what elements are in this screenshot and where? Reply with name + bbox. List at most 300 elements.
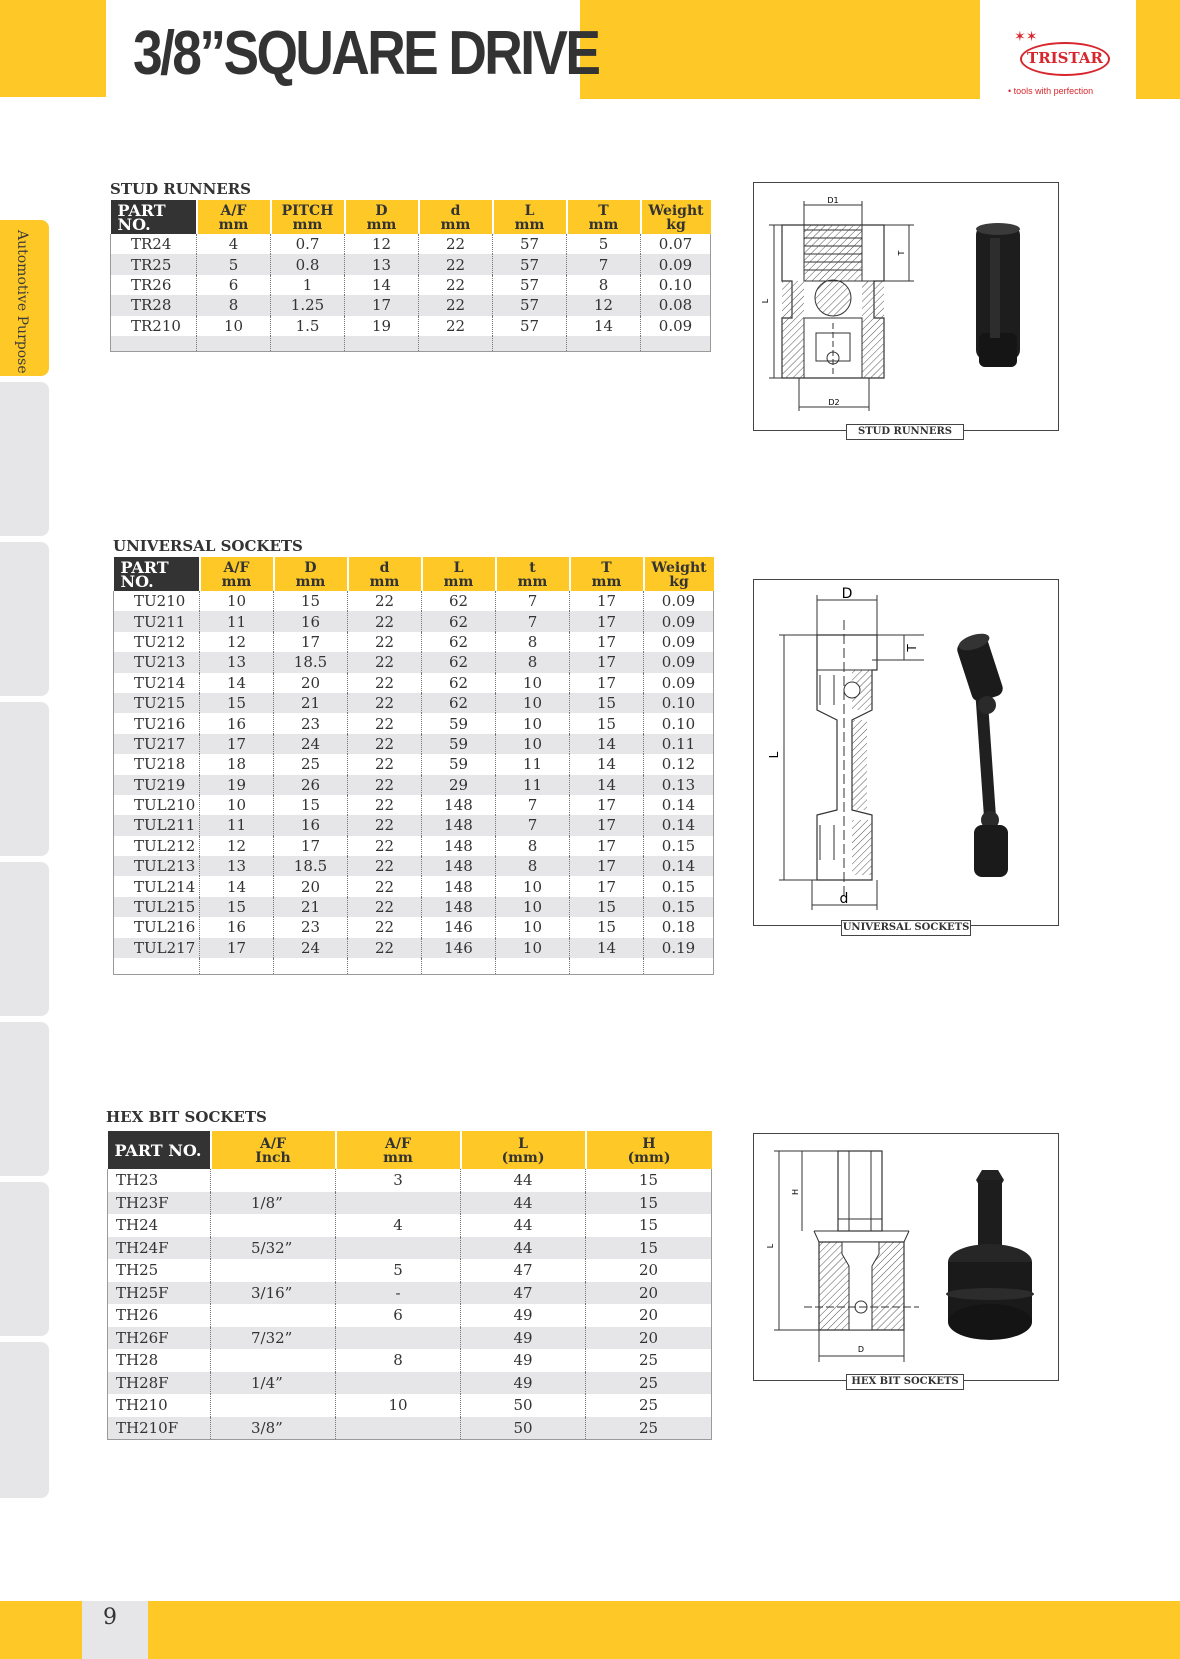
table-cell: 8 bbox=[336, 1349, 461, 1372]
table-cell: 25 bbox=[586, 1372, 712, 1395]
table-cell: 0.10 bbox=[644, 693, 714, 713]
table-row bbox=[114, 693, 714, 713]
part-number-cell: TR24 bbox=[131, 235, 172, 254]
table-cell: 49 bbox=[461, 1349, 586, 1372]
table-cell: 17 bbox=[570, 876, 644, 896]
header-cell bbox=[419, 200, 493, 234]
table-row bbox=[114, 611, 714, 631]
table-row bbox=[108, 1417, 712, 1440]
header-cell-bottom: mm bbox=[292, 216, 323, 233]
table-cell: 8 bbox=[496, 856, 570, 876]
table-cell: 15 bbox=[586, 1237, 712, 1260]
header-cell bbox=[271, 200, 345, 234]
header-cell bbox=[336, 1131, 461, 1169]
table-cell: 57 bbox=[493, 254, 567, 274]
table-row bbox=[108, 1214, 712, 1237]
table-cell bbox=[336, 1192, 461, 1215]
dim-d-label: D bbox=[857, 1345, 865, 1354]
table-row bbox=[114, 856, 714, 876]
table-cell: 8 bbox=[496, 632, 570, 652]
table-cell: 22 bbox=[348, 815, 422, 835]
table-cell: 14 bbox=[567, 316, 641, 336]
part-number-cell: TUL217 bbox=[114, 938, 200, 958]
part-number-cell: TR28 bbox=[111, 295, 197, 315]
table-row bbox=[108, 1349, 712, 1372]
part-number-cell: TUL216 bbox=[134, 918, 196, 937]
stud-runners-diagram bbox=[753, 182, 1059, 437]
header-cell bbox=[496, 557, 570, 591]
table-cell: 15 bbox=[586, 1169, 712, 1192]
header-cell-bottom: (mm) bbox=[627, 1149, 671, 1166]
table-cell: 15 bbox=[570, 917, 644, 937]
table-cell: 10 bbox=[496, 713, 570, 733]
dim-d2-label: D2 bbox=[828, 398, 840, 407]
header-cell-top: L bbox=[453, 559, 464, 576]
table-cell: 44 bbox=[461, 1169, 586, 1192]
table-cell: 22 bbox=[348, 856, 422, 876]
part-number-cell: TH25F bbox=[108, 1282, 211, 1305]
table-cell: 0.12 bbox=[644, 754, 714, 774]
table-cell: 5/32” bbox=[211, 1237, 336, 1260]
table-cell: 17 bbox=[570, 815, 644, 835]
table-row bbox=[114, 652, 714, 672]
header-cell-top: A/F bbox=[223, 559, 250, 576]
stud-runners-table bbox=[110, 200, 711, 352]
table-cell: 0.10 bbox=[641, 275, 711, 295]
header-cell bbox=[108, 1131, 211, 1169]
table-cell: 57 bbox=[493, 316, 567, 336]
table-cell bbox=[211, 1259, 336, 1282]
table-cell: 11 bbox=[496, 775, 570, 795]
table-cell: 21 bbox=[274, 693, 348, 713]
header-cell bbox=[567, 200, 641, 234]
part-number-cell: TUL214 bbox=[134, 877, 196, 896]
table-cell: 0.7 bbox=[271, 234, 345, 254]
stud-runner-photo bbox=[976, 223, 1020, 367]
header-cell-bottom: mm bbox=[383, 1149, 413, 1166]
table-cell: 22 bbox=[348, 673, 422, 693]
table-cell: 22 bbox=[348, 734, 422, 754]
header-cell-top: A/F bbox=[260, 1135, 286, 1152]
table-cell: 17 bbox=[570, 856, 644, 876]
part-number-cell: TR26 bbox=[131, 275, 172, 294]
header-cell-bottom: mm bbox=[591, 573, 622, 590]
dim-l-label: L bbox=[767, 751, 781, 759]
brand-logo bbox=[1008, 30, 1118, 100]
table-cell: 22 bbox=[348, 775, 422, 795]
part-number-cell: TH23 bbox=[116, 1171, 159, 1190]
page-number: 9 bbox=[103, 1605, 117, 1630]
header-cell bbox=[200, 557, 274, 591]
table-row bbox=[111, 295, 711, 315]
stud-runners-title: STUD RUNNERS bbox=[110, 180, 252, 198]
dim-h-label: H bbox=[791, 1188, 800, 1196]
table-cell: 3 bbox=[336, 1169, 461, 1192]
logo-tagline: • tools with perfection bbox=[1008, 86, 1094, 96]
table-cell: 24 bbox=[274, 938, 348, 958]
header-cell-top: T bbox=[601, 559, 612, 576]
header-band-middle bbox=[580, 0, 980, 99]
table-cell: 25 bbox=[586, 1417, 712, 1440]
sidebar-tab-8[interactable] bbox=[0, 1342, 49, 1498]
table-row bbox=[111, 234, 711, 254]
table-cell: 0.14 bbox=[644, 856, 714, 876]
table-cell: 15 bbox=[274, 795, 348, 815]
universal-sockets-title: UNIVERSAL SOCKETS bbox=[113, 537, 303, 555]
part-number-cell: TUL211 bbox=[114, 815, 200, 835]
header-cell bbox=[211, 1131, 336, 1169]
table-cell: 15 bbox=[586, 1214, 712, 1237]
dim-d-lower-label: d bbox=[839, 891, 849, 907]
table-cell: 0.09 bbox=[644, 611, 714, 631]
table-cell: 11 bbox=[200, 611, 274, 631]
sidebar-tab-6[interactable] bbox=[0, 1022, 49, 1176]
table-cell: 62 bbox=[422, 591, 496, 611]
table-cell: 23 bbox=[274, 917, 348, 937]
table-cell: 1.5 bbox=[271, 316, 345, 336]
header-cell bbox=[644, 557, 714, 591]
part-number-cell: TU214 bbox=[134, 673, 186, 692]
table-cell: 5 bbox=[336, 1259, 461, 1282]
header-cell bbox=[114, 557, 200, 591]
table-cell: 8 bbox=[496, 652, 570, 672]
part-number-cell: TUL213 bbox=[114, 856, 200, 876]
header-cell bbox=[461, 1131, 586, 1169]
logo-stars-icon: ✶✶ bbox=[1014, 29, 1038, 45]
header-cell-bottom: mm bbox=[218, 216, 249, 233]
table-row bbox=[108, 1169, 712, 1192]
table-cell: 17 bbox=[570, 836, 644, 856]
part-number-cell: TU211 bbox=[114, 611, 200, 631]
table-cell: 10 bbox=[197, 316, 271, 336]
table-row bbox=[114, 713, 714, 733]
table-cell: 10 bbox=[200, 591, 274, 611]
table-cell: 20 bbox=[274, 876, 348, 896]
table-cell bbox=[493, 336, 567, 352]
header-cell-bottom: mm bbox=[514, 216, 545, 233]
table-cell: 44 bbox=[461, 1237, 586, 1260]
table-cell: 59 bbox=[422, 754, 496, 774]
header-cell bbox=[345, 200, 419, 234]
table-cell: 47 bbox=[461, 1282, 586, 1305]
sidebar-tab-label: Automotive Purpose bbox=[14, 230, 30, 374]
table-cell: 17 bbox=[274, 632, 348, 652]
table-cell: 22 bbox=[348, 938, 422, 958]
dim-l-label: L bbox=[761, 298, 770, 304]
table-cell: 13 bbox=[345, 254, 419, 274]
table-cell: 7 bbox=[496, 611, 570, 631]
header-cell bbox=[274, 557, 348, 591]
sidebar-tab-2[interactable] bbox=[0, 382, 49, 536]
hex-bit-sockets-table bbox=[107, 1131, 712, 1440]
header-cell-top: L bbox=[524, 202, 535, 219]
table-cell bbox=[496, 958, 570, 974]
header-cell-bottom: (mm) bbox=[501, 1149, 545, 1166]
table-cell: 10 bbox=[496, 693, 570, 713]
table-cell: 1/8” bbox=[211, 1192, 336, 1215]
table-cell: 1.25 bbox=[271, 295, 345, 315]
part-number-cell: TH28 bbox=[116, 1351, 159, 1370]
table-cell: 25 bbox=[586, 1349, 712, 1372]
header-cell bbox=[570, 557, 644, 591]
table-cell: 10 bbox=[496, 673, 570, 693]
table-cell: 15 bbox=[200, 897, 274, 917]
universal-sockets-table bbox=[113, 557, 714, 975]
table-cell: 49 bbox=[461, 1327, 586, 1350]
table-cell: 62 bbox=[422, 652, 496, 672]
table-cell: 44 bbox=[461, 1214, 586, 1237]
header-cell-top: PITCH bbox=[281, 202, 334, 219]
table-cell: 12 bbox=[200, 836, 274, 856]
table-cell: 11 bbox=[200, 815, 274, 835]
table-cell: 14 bbox=[200, 673, 274, 693]
part-number-cell: TH24F bbox=[108, 1237, 211, 1260]
header-cell-top: Weight bbox=[648, 202, 704, 219]
dim-t-label: T bbox=[897, 250, 906, 256]
table-cell: 0.09 bbox=[644, 673, 714, 693]
table-row bbox=[114, 917, 714, 937]
table-cell: 17 bbox=[570, 795, 644, 815]
hex-bit-sockets-title: HEX BIT SOCKETS bbox=[106, 1108, 267, 1126]
footer-bar bbox=[0, 1601, 1180, 1659]
table-cell: 16 bbox=[274, 815, 348, 835]
table-cell: 3/16” bbox=[211, 1282, 336, 1305]
table-row bbox=[108, 1372, 712, 1395]
table-cell: 62 bbox=[422, 632, 496, 652]
part-number-cell: TU215 bbox=[114, 693, 200, 713]
table-cell: 7 bbox=[567, 254, 641, 274]
header-cell-top: D bbox=[304, 559, 317, 576]
table-cell: 10 bbox=[336, 1394, 461, 1417]
hex-bit-sockets-diagram-label: HEX BIT SOCKETS bbox=[846, 1374, 964, 1390]
table-cell: 20 bbox=[274, 673, 348, 693]
table-cell bbox=[197, 336, 271, 352]
table-cell: 0.07 bbox=[641, 234, 711, 254]
part-number-cell: TU213 bbox=[114, 652, 200, 672]
universal-socket-photo bbox=[955, 630, 1008, 877]
table-cell: 5 bbox=[197, 254, 271, 274]
table-cell: 0.15 bbox=[644, 897, 714, 917]
table-cell: 50 bbox=[461, 1394, 586, 1417]
header-cell-top: PART NO. bbox=[114, 1140, 202, 1160]
table-cell: 29 bbox=[422, 775, 496, 795]
table-cell: 15 bbox=[274, 591, 348, 611]
table-cell: 7 bbox=[496, 591, 570, 611]
table-cell: 3/8” bbox=[211, 1417, 336, 1440]
table-cell: 22 bbox=[419, 295, 493, 315]
table-cell: 12 bbox=[567, 295, 641, 315]
table-cell: 0.14 bbox=[644, 815, 714, 835]
part-number-cell: TH210 bbox=[116, 1396, 168, 1415]
header-band-right bbox=[1136, 0, 1180, 99]
table-cell: 22 bbox=[348, 917, 422, 937]
table-cell: 15 bbox=[200, 693, 274, 713]
header-cell-bottom: mm bbox=[517, 573, 548, 590]
table-row bbox=[111, 316, 711, 336]
table-row bbox=[114, 673, 714, 693]
table-row bbox=[114, 938, 714, 958]
table-cell bbox=[419, 336, 493, 352]
table-cell: 1 bbox=[271, 275, 345, 295]
table-body bbox=[114, 591, 714, 974]
page-title: 3/8”SQUARE DRIVE bbox=[133, 19, 599, 88]
part-number-cell: TUL212 bbox=[134, 836, 196, 855]
part-number-cell: TH28F bbox=[108, 1372, 211, 1395]
table-cell: 24 bbox=[274, 734, 348, 754]
table-row bbox=[114, 754, 714, 774]
part-number-cell: TU218 bbox=[134, 755, 186, 774]
table-cell: 10 bbox=[496, 917, 570, 937]
table-cell: 148 bbox=[422, 795, 496, 815]
header-cell bbox=[422, 557, 496, 591]
table-row bbox=[108, 1304, 712, 1327]
table-row bbox=[108, 1282, 712, 1305]
header-cell-top: PART NO. bbox=[117, 200, 166, 234]
table-cell: 62 bbox=[422, 673, 496, 693]
table-cell: 17 bbox=[570, 652, 644, 672]
header-cell-bottom: kg bbox=[669, 573, 689, 590]
part-number-cell: TH25 bbox=[116, 1261, 159, 1280]
header-cell-top: d bbox=[450, 202, 461, 219]
table-cell: 146 bbox=[422, 917, 496, 937]
table-cell: 17 bbox=[274, 836, 348, 856]
part-number-cell: TU210 bbox=[134, 592, 186, 611]
table-cell: 22 bbox=[348, 713, 422, 733]
sidebar-tab-7[interactable] bbox=[0, 1182, 49, 1336]
table-cell bbox=[336, 1327, 461, 1350]
sidebar-tab-4[interactable] bbox=[0, 702, 49, 856]
table-cell bbox=[345, 336, 419, 352]
header-cell bbox=[586, 1131, 712, 1169]
table-cell: 10 bbox=[496, 897, 570, 917]
table-cell: 15 bbox=[570, 897, 644, 917]
table-cell: 16 bbox=[200, 713, 274, 733]
table-cell: 20 bbox=[586, 1282, 712, 1305]
table-row bbox=[108, 1327, 712, 1350]
table-cell: 0.08 bbox=[641, 295, 711, 315]
header-cell-top: PART NO. bbox=[120, 557, 169, 591]
table-row bbox=[114, 775, 714, 795]
table-cell: 12 bbox=[200, 632, 274, 652]
table-cell: 57 bbox=[493, 275, 567, 295]
part-number-cell: TH210F bbox=[108, 1417, 211, 1440]
table-row bbox=[108, 1192, 712, 1215]
table-cell bbox=[644, 958, 714, 974]
header-cell-top: d bbox=[379, 559, 390, 576]
table-cell bbox=[641, 336, 711, 352]
table-cell: 17 bbox=[570, 632, 644, 652]
table-cell bbox=[336, 1417, 461, 1440]
table-row bbox=[114, 897, 714, 917]
table-cell: 0.09 bbox=[641, 316, 711, 336]
table-cell: 4 bbox=[336, 1214, 461, 1237]
table-cell: 16 bbox=[274, 611, 348, 631]
header-cell-bottom: mm bbox=[588, 216, 619, 233]
table-row bbox=[108, 1394, 712, 1417]
table-cell: 22 bbox=[348, 693, 422, 713]
part-number-cell: TR25 bbox=[111, 254, 197, 274]
sidebar-tab-automotive-purpose[interactable] bbox=[0, 220, 49, 376]
table-cell: 14 bbox=[345, 275, 419, 295]
sidebar-tab-3[interactable] bbox=[0, 542, 49, 696]
table-cell: 146 bbox=[422, 938, 496, 958]
table-spacer-row bbox=[111, 336, 711, 352]
header-cell-top: D bbox=[375, 202, 388, 219]
stud-runner-drawing bbox=[754, 183, 1060, 432]
table-cell bbox=[336, 1372, 461, 1395]
table-cell: 10 bbox=[496, 734, 570, 754]
table-cell: 21 bbox=[274, 897, 348, 917]
table-cell: 148 bbox=[422, 897, 496, 917]
sidebar-tab-5[interactable] bbox=[0, 862, 49, 1016]
table-cell: 5 bbox=[567, 234, 641, 254]
header-cell-bottom: mm bbox=[443, 573, 474, 590]
table-cell: 7 bbox=[496, 815, 570, 835]
table-row bbox=[114, 734, 714, 754]
table-header-row bbox=[111, 200, 711, 234]
table-cell: 44 bbox=[461, 1192, 586, 1215]
table-cell: 7/32” bbox=[211, 1327, 336, 1350]
header-cell-top: t bbox=[529, 559, 536, 576]
table-header-row bbox=[108, 1131, 712, 1169]
table-cell: 14 bbox=[570, 775, 644, 795]
table-cell bbox=[114, 958, 200, 974]
table-cell: 22 bbox=[348, 591, 422, 611]
universal-sockets-diagram-label: UNIVERSAL SOCKETS bbox=[841, 920, 971, 936]
table-cell: 15 bbox=[570, 713, 644, 733]
table-cell: 0.10 bbox=[644, 713, 714, 733]
table-cell: 62 bbox=[422, 693, 496, 713]
table-cell bbox=[274, 958, 348, 974]
table-cell: 17 bbox=[570, 611, 644, 631]
table-cell: 0.11 bbox=[644, 734, 714, 754]
table-cell: 0.09 bbox=[644, 632, 714, 652]
header-cell-bottom: mm bbox=[366, 216, 397, 233]
table-cell: 22 bbox=[348, 836, 422, 856]
logo-text: TRISTAR bbox=[1027, 49, 1103, 67]
table-cell: 14 bbox=[200, 876, 274, 896]
table-cell: 19 bbox=[200, 775, 274, 795]
header-cell-bottom: mm bbox=[369, 573, 400, 590]
table-row bbox=[114, 876, 714, 896]
header-cell-bottom: mm bbox=[440, 216, 471, 233]
table-header-row bbox=[114, 557, 714, 591]
table-cell bbox=[200, 958, 274, 974]
hex-bit-sockets-diagram bbox=[753, 1133, 1059, 1387]
part-number-cell: TU212 bbox=[134, 632, 186, 651]
header-cell bbox=[348, 557, 422, 591]
table-cell: 10 bbox=[200, 795, 274, 815]
table-cell: 57 bbox=[493, 234, 567, 254]
table-cell: 1/4” bbox=[211, 1372, 336, 1395]
table-cell bbox=[211, 1349, 336, 1372]
table-cell: 0.8 bbox=[271, 254, 345, 274]
part-number-cell: TH23F bbox=[108, 1192, 211, 1215]
header-cell bbox=[197, 200, 271, 234]
table-cell: 0.15 bbox=[644, 876, 714, 896]
header-cell bbox=[111, 200, 197, 234]
table-cell: 59 bbox=[422, 713, 496, 733]
header-cell-top: L bbox=[518, 1135, 528, 1152]
table-cell: 57 bbox=[493, 295, 567, 315]
table-cell: 16 bbox=[200, 917, 274, 937]
table-cell: 0.13 bbox=[644, 775, 714, 795]
table-row bbox=[108, 1237, 712, 1260]
header-cell-top: T bbox=[598, 202, 609, 219]
hex-bit-socket-photo bbox=[946, 1170, 1034, 1340]
table-cell: 47 bbox=[461, 1259, 586, 1282]
table-cell: 15 bbox=[586, 1192, 712, 1215]
